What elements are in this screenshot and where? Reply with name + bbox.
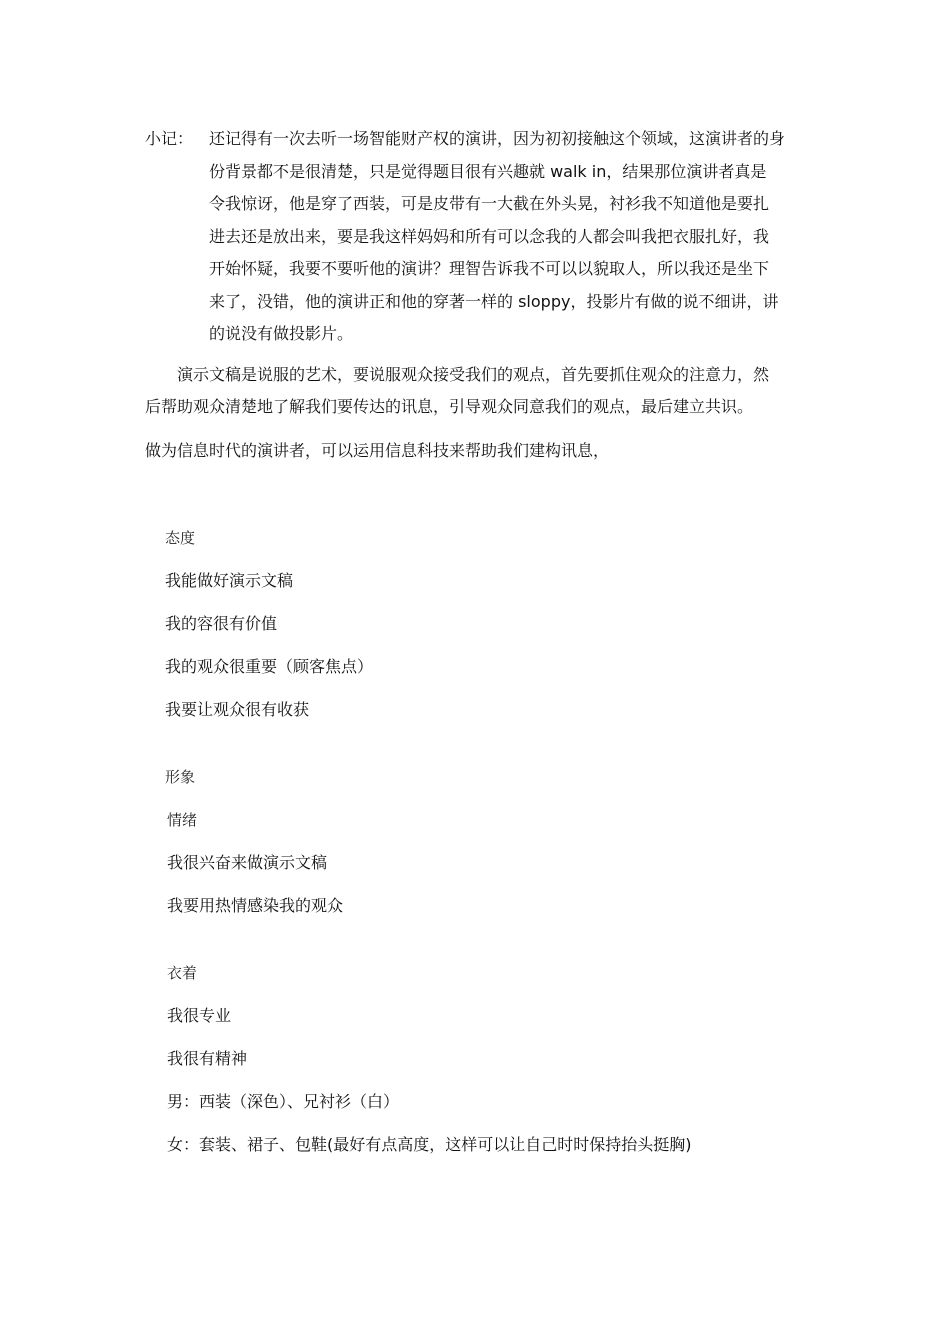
list-item: 我能做好演示文稿	[165, 571, 294, 590]
list-item: 男：西装（深色）、兄衬衫（白）	[167, 1092, 400, 1111]
note-line: 开始怀疑，我要不要听他的演讲？理智告诉我不可以以貌取人，所以我还是坐下	[209, 259, 770, 278]
list-item: 我的容很有价值	[165, 614, 278, 633]
note-line: 还记得有一次去听一场智能财产权的演讲，因为初初接触这个领域，这演讲者的身	[209, 129, 786, 148]
section-heading-image: 形象	[165, 768, 196, 786]
section-heading-attitude: 态度	[165, 529, 196, 547]
list-item: 我很有精神	[167, 1049, 248, 1068]
note-text	[209, 123, 815, 351]
note-line: 进去还是放出来，要是我这样妈妈和所有可以念我的人都会叫我把衣服扎好，我	[209, 226, 770, 246]
paragraph-line: 做为信息时代的演讲者，可以运用信息科技来帮助我们建构讯息，	[145, 441, 610, 460]
section-heading-emotion: 情绪	[167, 811, 198, 829]
list-item: 我很兴奋来做演示文稿	[167, 853, 328, 872]
note-line: 来了，没错，他的演讲正和他的穿著一样的 sloppy，投影片有做的说不细讲，讲	[209, 291, 779, 311]
note-line: 令我惊讶，他是穿了西装，可是皮带有一大截在外头晃，衬衫我不知道他是要扎	[209, 194, 770, 213]
section-heading-clothing: 衣着	[167, 964, 198, 982]
note-line: 份背景都不是很清楚，只是觉得题目很有兴趣就 walk in，结果那位演讲者真是	[209, 161, 767, 181]
list-item: 我要让观众很有收获	[165, 700, 310, 719]
paragraph-persuasion	[145, 359, 815, 423]
paragraph-line: 演示文稿是说服的艺术，要说服观众接受我们的观点，首先要抓住观众的注意力，然	[177, 365, 770, 384]
note-line: 的说没有做投影片。	[209, 324, 354, 343]
list-item: 我的观众很重要（顾客焦点）	[165, 657, 374, 676]
note-label: 小记：	[145, 129, 194, 148]
list-item: 女：套装、裙子、包鞋(最好有点高度，这样可以让自己时时保持抬头挺胸)	[167, 1135, 692, 1154]
list-item: 我很专业	[167, 1006, 232, 1025]
paragraph-info-age	[145, 435, 815, 467]
note-block	[145, 123, 815, 351]
paragraph-line: 后帮助观众清楚地了解我们要传达的讯息，引导观众同意我们的观点，最后建立共识。	[145, 397, 754, 416]
list-item: 我要用热情感染我的观众	[167, 896, 344, 915]
